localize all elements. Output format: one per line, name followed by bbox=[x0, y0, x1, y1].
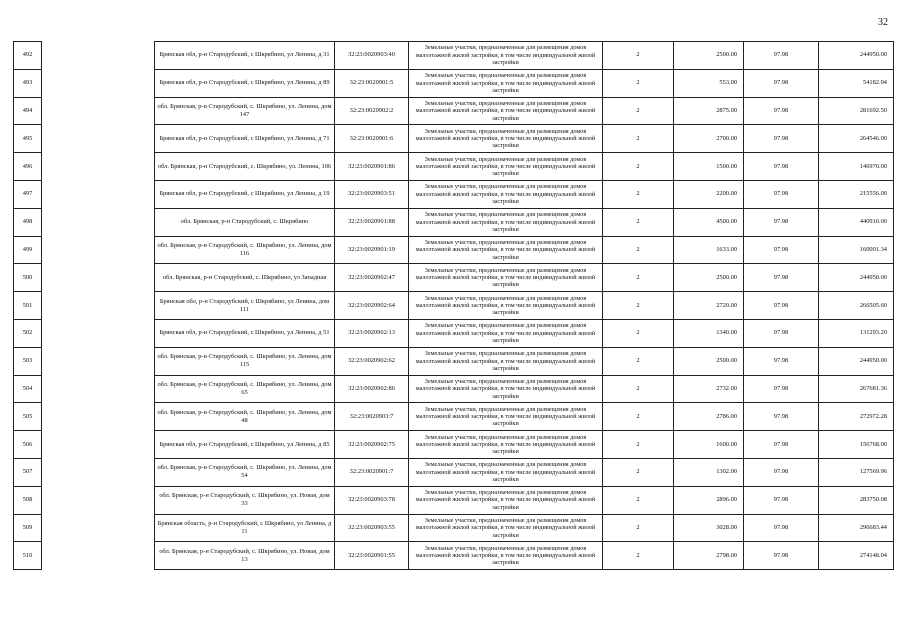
row-area: 2700.00 bbox=[674, 125, 744, 153]
empty-column bbox=[42, 403, 155, 431]
row-permitted-use: Земельные участки, предназначенные для размещения домов малоэтажной жилой застройки, в том числе индивидуальной жилой застройки bbox=[409, 125, 603, 153]
row-permitted-use: Земельные участки, предназначенные для размещения домов малоэтажной жилой застройки, в том числе индивидуальной жилой застройки bbox=[409, 458, 603, 486]
row-cadastral-value: 296683.44 bbox=[819, 514, 894, 542]
row-rate: 97.98 bbox=[744, 542, 819, 570]
row-number: 492 bbox=[14, 42, 42, 70]
table-row bbox=[14, 375, 894, 403]
empty-column bbox=[42, 319, 155, 347]
row-cadastral-value: 215556.00 bbox=[819, 180, 894, 208]
row-area: 1340.00 bbox=[674, 319, 744, 347]
row-group: 2 bbox=[603, 264, 674, 292]
row-cadastral-value: 127569.96 bbox=[819, 458, 894, 486]
row-number: 494 bbox=[14, 97, 42, 125]
row-group: 2 bbox=[603, 319, 674, 347]
row-address: обл. Брянская, р-н Стародубский, с. Шкрябино, ул. Ленина, 106 bbox=[155, 153, 335, 181]
row-permitted-use: Земельные участки, предназначенные для размещения домов малоэтажной жилой застройки, в том числе индивидуальной жилой застройки bbox=[409, 486, 603, 514]
row-rate: 97.98 bbox=[744, 458, 819, 486]
row-address: обл. Брянская, р-н Стародубский, с. Шкрябино bbox=[155, 208, 335, 236]
row-permitted-use: Земельные участки, предназначенные для размещения домов малоэтажной жилой застройки, в том числе индивидуальной жилой застройки bbox=[409, 180, 603, 208]
row-address: обл. Брянская, р-н Стародубский, с. Шкрябино, ул. Ленина, дом 115 bbox=[155, 347, 335, 375]
row-rate: 97.98 bbox=[744, 319, 819, 347]
row-area: 553.00 bbox=[674, 69, 744, 97]
row-group: 2 bbox=[603, 375, 674, 403]
table-body bbox=[14, 42, 894, 570]
row-number: 503 bbox=[14, 347, 42, 375]
row-area: 2720.00 bbox=[674, 292, 744, 320]
row-number: 502 bbox=[14, 319, 42, 347]
row-address: Брянская обл, р-н Стародубский, с Шкрябино, ул Ленина, д 85 bbox=[155, 431, 335, 459]
row-rate: 97.98 bbox=[744, 180, 819, 208]
row-cadastral-value: 281692.50 bbox=[819, 97, 894, 125]
row-rate: 97.98 bbox=[744, 292, 819, 320]
empty-column bbox=[42, 347, 155, 375]
row-permitted-use: Земельные участки, предназначенные для размещения домов малоэтажной жилой застройки, в том числе индивидуальной жилой застройки bbox=[409, 42, 603, 70]
land-plot-table bbox=[13, 41, 894, 570]
empty-column bbox=[42, 542, 155, 570]
row-rate: 97.98 bbox=[744, 403, 819, 431]
row-address: Брянская обл, р-н Стародубский, с Шкрябино, ул Ленина, д 31 bbox=[155, 42, 335, 70]
row-number: 493 bbox=[14, 69, 42, 97]
row-group: 2 bbox=[603, 153, 674, 181]
row-cadastral-number: 32:23:0020901:88 bbox=[335, 208, 409, 236]
row-permitted-use: Земельные участки, предназначенные для размещения домов малоэтажной жилой застройки, в том числе индивидуальной жилой застройки bbox=[409, 375, 603, 403]
row-area: 2732.00 bbox=[674, 375, 744, 403]
row-group: 2 bbox=[603, 125, 674, 153]
row-area: 1302.00 bbox=[674, 458, 744, 486]
row-number: 507 bbox=[14, 458, 42, 486]
row-rate: 97.98 bbox=[744, 486, 819, 514]
row-cadastral-number: 32:23:0020902:75 bbox=[335, 431, 409, 459]
row-area: 1500.00 bbox=[674, 153, 744, 181]
row-group: 2 bbox=[603, 431, 674, 459]
row-cadastral-number: 32:23:0020901:19 bbox=[335, 236, 409, 264]
table-row bbox=[14, 236, 894, 264]
row-cadastral-number: 32:23:0020901:6 bbox=[335, 125, 409, 153]
row-cadastral-number: 32:23:0020901:5 bbox=[335, 69, 409, 97]
table-row bbox=[14, 97, 894, 125]
row-area: 2200.00 bbox=[674, 180, 744, 208]
row-cadastral-number: 32:23:0020903:55 bbox=[335, 514, 409, 542]
row-number: 495 bbox=[14, 125, 42, 153]
row-cadastral-number: 32:23:0020903:7 bbox=[335, 403, 409, 431]
row-cadastral-number: 32:23:0020902:62 bbox=[335, 347, 409, 375]
row-number: 505 bbox=[14, 403, 42, 431]
row-address: обл. Брянская, р-н Стародубский, с. Шкрябино, ул. Новая, дом 13 bbox=[155, 542, 335, 570]
row-group: 2 bbox=[603, 347, 674, 375]
empty-column bbox=[42, 431, 155, 459]
row-address: обл. Брянская, р-н Стародубский, с. Шкрябино, ул. Ленина, дом 48 bbox=[155, 403, 335, 431]
row-number: 506 bbox=[14, 431, 42, 459]
row-cadastral-number: 32:23:0020901:7 bbox=[335, 458, 409, 486]
row-cadastral-value: 440910.00 bbox=[819, 208, 894, 236]
row-address: обл. Брянская, р-н Стародубский, с. Шкрябино, ул. Новая, дом 33 bbox=[155, 486, 335, 514]
row-area: 2500.00 bbox=[674, 347, 744, 375]
table-row bbox=[14, 180, 894, 208]
row-rate: 97.98 bbox=[744, 264, 819, 292]
row-rate: 97.98 bbox=[744, 236, 819, 264]
row-permitted-use: Земельные участки, предназначенные для размещения домов малоэтажной жилой застройки, в том числе индивидуальной жилой застройки bbox=[409, 69, 603, 97]
row-rate: 97.98 bbox=[744, 208, 819, 236]
row-address: Брянская обл, р-н Стародубский, с Шкрябино, ул Ленина, д 89 bbox=[155, 69, 335, 97]
row-address: обл. Брянская, р-н Стародубский, с. Шкрябино, ул. Ленина, дом 116 bbox=[155, 236, 335, 264]
row-group: 2 bbox=[603, 403, 674, 431]
empty-column bbox=[42, 42, 155, 70]
row-address: обл. Брянская, р-н Стародубский, с. Шкрябино, ул. Ленина, дом 147 bbox=[155, 97, 335, 125]
row-permitted-use: Земельные участки, предназначенные для размещения домов малоэтажной жилой застройки, в том числе индивидуальной жилой застройки bbox=[409, 97, 603, 125]
row-permitted-use: Земельные участки, предназначенные для размещения домов малоэтажной жилой застройки, в том числе индивидуальной жилой застройки bbox=[409, 542, 603, 570]
row-permitted-use: Земельные участки, предназначенные для размещения домов малоэтажной жилой застройки, в том числе индивидуальной жилой застройки bbox=[409, 292, 603, 320]
row-address: Брянская обл, р-н Стародубский, с Шкрябино, ул Ленина, д 71 bbox=[155, 125, 335, 153]
row-area: 1633.00 bbox=[674, 236, 744, 264]
row-rate: 97.98 bbox=[744, 347, 819, 375]
row-area: 2786.00 bbox=[674, 403, 744, 431]
table-row bbox=[14, 125, 894, 153]
row-area: 3028.00 bbox=[674, 514, 744, 542]
empty-column bbox=[42, 486, 155, 514]
row-group: 2 bbox=[603, 97, 674, 125]
empty-column bbox=[42, 180, 155, 208]
row-address: обл. Брянская, р-н Стародубский, с. Шкрябино, ул Западная bbox=[155, 264, 335, 292]
row-rate: 97.98 bbox=[744, 97, 819, 125]
row-cadastral-number: 32:23:0020903:78 bbox=[335, 486, 409, 514]
empty-column bbox=[42, 375, 155, 403]
empty-column bbox=[42, 153, 155, 181]
row-rate: 97.98 bbox=[744, 514, 819, 542]
row-permitted-use: Земельные участки, предназначенные для размещения домов малоэтажной жилой застройки, в том числе индивидуальной жилой застройки bbox=[409, 264, 603, 292]
row-group: 2 bbox=[603, 180, 674, 208]
row-cadastral-number: 32:23:0020902:86 bbox=[335, 375, 409, 403]
row-group: 2 bbox=[603, 542, 674, 570]
row-number: 508 bbox=[14, 486, 42, 514]
row-address: Брянская обл, р-н Стародубский, с Шкрябино, ул Ленина, д 51 bbox=[155, 319, 335, 347]
row-permitted-use: Земельные участки, предназначенные для размещения домов малоэтажной жилой застройки, в том числе индивидуальной жилой застройки bbox=[409, 208, 603, 236]
row-address: обл. Брянская, р-н Стародубский, с. Шкрябино, ул. Ленина, дом 54 bbox=[155, 458, 335, 486]
row-rate: 97.98 bbox=[744, 125, 819, 153]
row-number: 510 bbox=[14, 542, 42, 570]
row-cadastral-number: 32:23:0020902:64 bbox=[335, 292, 409, 320]
row-cadastral-value: 244950.00 bbox=[819, 42, 894, 70]
table-row bbox=[14, 403, 894, 431]
table-row bbox=[14, 153, 894, 181]
row-cadastral-value: 156768.00 bbox=[819, 431, 894, 459]
row-rate: 97.98 bbox=[744, 153, 819, 181]
row-cadastral-value: 244950.00 bbox=[819, 264, 894, 292]
row-group: 2 bbox=[603, 236, 674, 264]
table-row bbox=[14, 542, 894, 570]
table-row bbox=[14, 208, 894, 236]
row-rate: 97.98 bbox=[744, 69, 819, 97]
row-cadastral-value: 267681.36 bbox=[819, 375, 894, 403]
row-cadastral-number: 32:23:0020903:40 bbox=[335, 42, 409, 70]
row-group: 2 bbox=[603, 69, 674, 97]
row-cadastral-number: 32:23:0020902:13 bbox=[335, 319, 409, 347]
row-address: Брянская обл, р-н Стародубский, с Шкрябино, ул Ленина, дом 111 bbox=[155, 292, 335, 320]
row-address: обл. Брянская, р-н Стародубский, с. Шкрябино, ул. Ленина, дом 65 bbox=[155, 375, 335, 403]
row-cadastral-value: 272972.28 bbox=[819, 403, 894, 431]
row-cadastral-value: 283750.08 bbox=[819, 486, 894, 514]
row-cadastral-value: 264546.00 bbox=[819, 125, 894, 153]
empty-column bbox=[42, 292, 155, 320]
row-rate: 97.98 bbox=[744, 431, 819, 459]
row-group: 2 bbox=[603, 514, 674, 542]
row-cadastral-value: 131293.20 bbox=[819, 319, 894, 347]
row-area: 2500.00 bbox=[674, 42, 744, 70]
empty-column bbox=[42, 264, 155, 292]
row-address: Брянская обл, р-н Стародубский, с Шкрябино, ул Ленина, д 19 bbox=[155, 180, 335, 208]
table-row bbox=[14, 458, 894, 486]
row-number: 500 bbox=[14, 264, 42, 292]
row-rate: 97.98 bbox=[744, 42, 819, 70]
empty-column bbox=[42, 236, 155, 264]
page-number: 32 bbox=[878, 17, 888, 28]
row-permitted-use: Земельные участки, предназначенные для размещения домов малоэтажной жилой застройки, в том числе индивидуальной жилой застройки bbox=[409, 514, 603, 542]
table-row bbox=[14, 514, 894, 542]
row-permitted-use: Земельные участки, предназначенные для размещения домов малоэтажной жилой застройки, в том числе индивидуальной жилой застройки bbox=[409, 347, 603, 375]
row-permitted-use: Земельные участки, предназначенные для размещения домов малоэтажной жилой застройки, в том числе индивидуальной жилой застройки bbox=[409, 431, 603, 459]
row-area: 4500.00 bbox=[674, 208, 744, 236]
row-number: 496 bbox=[14, 153, 42, 181]
row-area: 2500.00 bbox=[674, 264, 744, 292]
row-permitted-use: Земельные участки, предназначенные для размещения домов малоэтажной жилой застройки, в том числе индивидуальной жилой застройки bbox=[409, 403, 603, 431]
row-area: 2875.00 bbox=[674, 97, 744, 125]
row-permitted-use: Земельные участки, предназначенные для размещения домов малоэтажной жилой застройки, в том числе индивидуальной жилой застройки bbox=[409, 236, 603, 264]
row-area: 2798.00 bbox=[674, 542, 744, 570]
row-number: 499 bbox=[14, 236, 42, 264]
row-cadastral-number: 32:23:0020902:2 bbox=[335, 97, 409, 125]
row-area: 2896.00 bbox=[674, 486, 744, 514]
table-row bbox=[14, 264, 894, 292]
table-row bbox=[14, 42, 894, 70]
row-cadastral-number: 32:23:0020901:55 bbox=[335, 542, 409, 570]
row-cadastral-value: 146970.00 bbox=[819, 153, 894, 181]
row-cadastral-number: 32:23:0020902:47 bbox=[335, 264, 409, 292]
table-row bbox=[14, 292, 894, 320]
row-cadastral-value: 54182.94 bbox=[819, 69, 894, 97]
row-number: 501 bbox=[14, 292, 42, 320]
row-permitted-use: Земельные участки, предназначенные для размещения домов малоэтажной жилой застройки, в том числе индивидуальной жилой застройки bbox=[409, 319, 603, 347]
row-rate: 97.98 bbox=[744, 375, 819, 403]
row-cadastral-value: 274148.04 bbox=[819, 542, 894, 570]
row-group: 2 bbox=[603, 42, 674, 70]
table-row bbox=[14, 69, 894, 97]
empty-column bbox=[42, 514, 155, 542]
empty-column bbox=[42, 458, 155, 486]
row-group: 2 bbox=[603, 458, 674, 486]
row-number: 509 bbox=[14, 514, 42, 542]
row-number: 498 bbox=[14, 208, 42, 236]
row-number: 497 bbox=[14, 180, 42, 208]
row-cadastral-value: 266505.60 bbox=[819, 292, 894, 320]
table-row bbox=[14, 319, 894, 347]
empty-column bbox=[42, 97, 155, 125]
row-permitted-use: Земельные участки, предназначенные для размещения домов малоэтажной жилой застройки, в том числе индивидуальной жилой застройки bbox=[409, 153, 603, 181]
row-cadastral-value: 244950.00 bbox=[819, 347, 894, 375]
table-row bbox=[14, 431, 894, 459]
row-cadastral-number: 32:23:0020903:51 bbox=[335, 180, 409, 208]
table-row bbox=[14, 486, 894, 514]
empty-column bbox=[42, 208, 155, 236]
table-row bbox=[14, 347, 894, 375]
row-area: 1600.00 bbox=[674, 431, 744, 459]
empty-column bbox=[42, 69, 155, 97]
row-number: 504 bbox=[14, 375, 42, 403]
row-address: Брянская область, р-н Стародубский, с Шкрябино, ул Ленина, д 11 bbox=[155, 514, 335, 542]
empty-column bbox=[42, 125, 155, 153]
row-group: 2 bbox=[603, 486, 674, 514]
row-cadastral-value: 160001.34 bbox=[819, 236, 894, 264]
row-group: 2 bbox=[603, 292, 674, 320]
row-group: 2 bbox=[603, 208, 674, 236]
row-cadastral-number: 32:23:0020901:86 bbox=[335, 153, 409, 181]
